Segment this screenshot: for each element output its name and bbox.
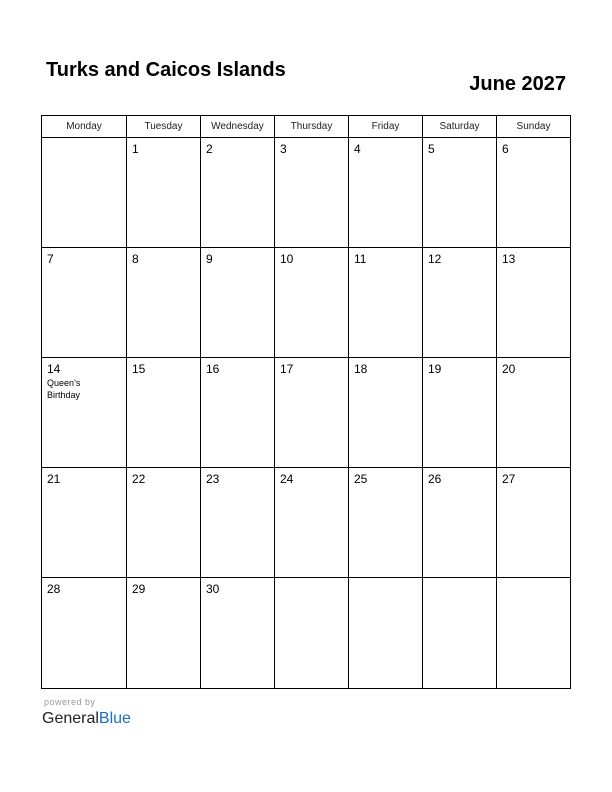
- day-number: 14: [47, 362, 61, 376]
- day-number: 24: [280, 472, 294, 486]
- week-row: [42, 358, 570, 468]
- day-cell: [201, 358, 275, 467]
- day-cell: [275, 578, 349, 688]
- weekday-monday: Monday: [42, 116, 127, 137]
- day-number: 6: [502, 142, 509, 156]
- brand-general-text: General: [42, 710, 99, 727]
- day-cell: [497, 468, 570, 577]
- weekday-saturday: Saturday: [423, 116, 497, 137]
- day-cell: [423, 578, 497, 688]
- weekday-sunday: Sunday: [516, 121, 551, 132]
- weekday-tuesday: Tuesday: [127, 116, 201, 137]
- day-cell: [127, 138, 201, 247]
- day-number: 29: [132, 582, 146, 596]
- day-cell: [127, 468, 201, 577]
- day-cell: [42, 138, 127, 247]
- weekday-thursday: Thursday: [275, 116, 349, 137]
- day-cell: [275, 248, 349, 357]
- day-cell: [423, 248, 497, 357]
- day-number: 8: [132, 252, 139, 266]
- generalblue-logo[interactable]: [42, 709, 131, 729]
- day-cell: [275, 138, 349, 247]
- week-row: [42, 468, 570, 578]
- day-cell: [497, 358, 570, 467]
- day-cell: [275, 358, 349, 467]
- holiday-label: Queen’s Birthday: [47, 378, 81, 400]
- day-number: 2: [206, 142, 213, 156]
- weekday-friday: Friday: [349, 116, 423, 137]
- day-cell: [349, 358, 423, 467]
- day-number: 1: [132, 142, 139, 156]
- day-number: 28: [47, 582, 61, 596]
- day-cell: [349, 468, 423, 577]
- day-cell: [275, 468, 349, 577]
- weekday-wednesday: Wednesday: [201, 116, 275, 137]
- week-row: [42, 248, 570, 358]
- day-cell: [201, 248, 275, 357]
- day-number: 25: [354, 472, 368, 486]
- day-cell: [201, 578, 275, 688]
- week-row: [42, 578, 570, 688]
- day-cell: [349, 248, 423, 357]
- day-cell: [423, 358, 497, 467]
- day-number: 11: [354, 252, 367, 266]
- day-cell: [349, 138, 423, 247]
- day-cell: [42, 248, 127, 357]
- day-cell: [127, 578, 201, 688]
- day-number: 17: [280, 362, 294, 376]
- day-number: 30: [206, 582, 220, 596]
- calendar-grid: [41, 115, 571, 689]
- week-row: [42, 138, 570, 248]
- day-cell: [42, 578, 127, 688]
- day-cell: [127, 248, 201, 357]
- day-cell: [497, 578, 570, 688]
- day-number: 21: [47, 472, 61, 486]
- day-cell: [42, 468, 127, 577]
- day-cell: [201, 138, 275, 247]
- day-number: 3: [280, 142, 287, 156]
- day-cell: [497, 138, 570, 247]
- day-number: 15: [132, 362, 146, 376]
- day-number: 12: [428, 252, 442, 266]
- day-number: 22: [132, 472, 146, 486]
- day-number: 26: [428, 472, 442, 486]
- day-number: 9: [206, 252, 213, 266]
- day-number: 10: [280, 252, 294, 266]
- day-number: 19: [428, 362, 442, 376]
- day-cell: [423, 468, 497, 577]
- day-cell: [127, 358, 201, 467]
- day-number: 18: [354, 362, 368, 376]
- day-number: 16: [206, 362, 220, 376]
- brand-blue-text: Blue: [98, 710, 131, 727]
- day-number: 5: [428, 142, 435, 156]
- day-number: 27: [502, 472, 516, 486]
- day-number: 7: [47, 252, 54, 266]
- day-number: 4: [354, 142, 361, 156]
- day-cell: [201, 468, 275, 577]
- month-year-title: June 2027: [469, 73, 566, 95]
- day-cell: [349, 578, 423, 688]
- day-number: 13: [502, 252, 516, 266]
- weekday-header-row: [42, 116, 570, 138]
- country-title: Turks and Caicos Islands: [46, 59, 286, 81]
- day-cell: [42, 358, 127, 467]
- day-cell: [423, 138, 497, 247]
- day-number: 20: [502, 362, 516, 376]
- powered-by-label: powered by: [44, 697, 96, 707]
- day-number: 23: [206, 472, 220, 486]
- day-cell: [497, 248, 570, 357]
- weeks-container: [42, 138, 570, 688]
